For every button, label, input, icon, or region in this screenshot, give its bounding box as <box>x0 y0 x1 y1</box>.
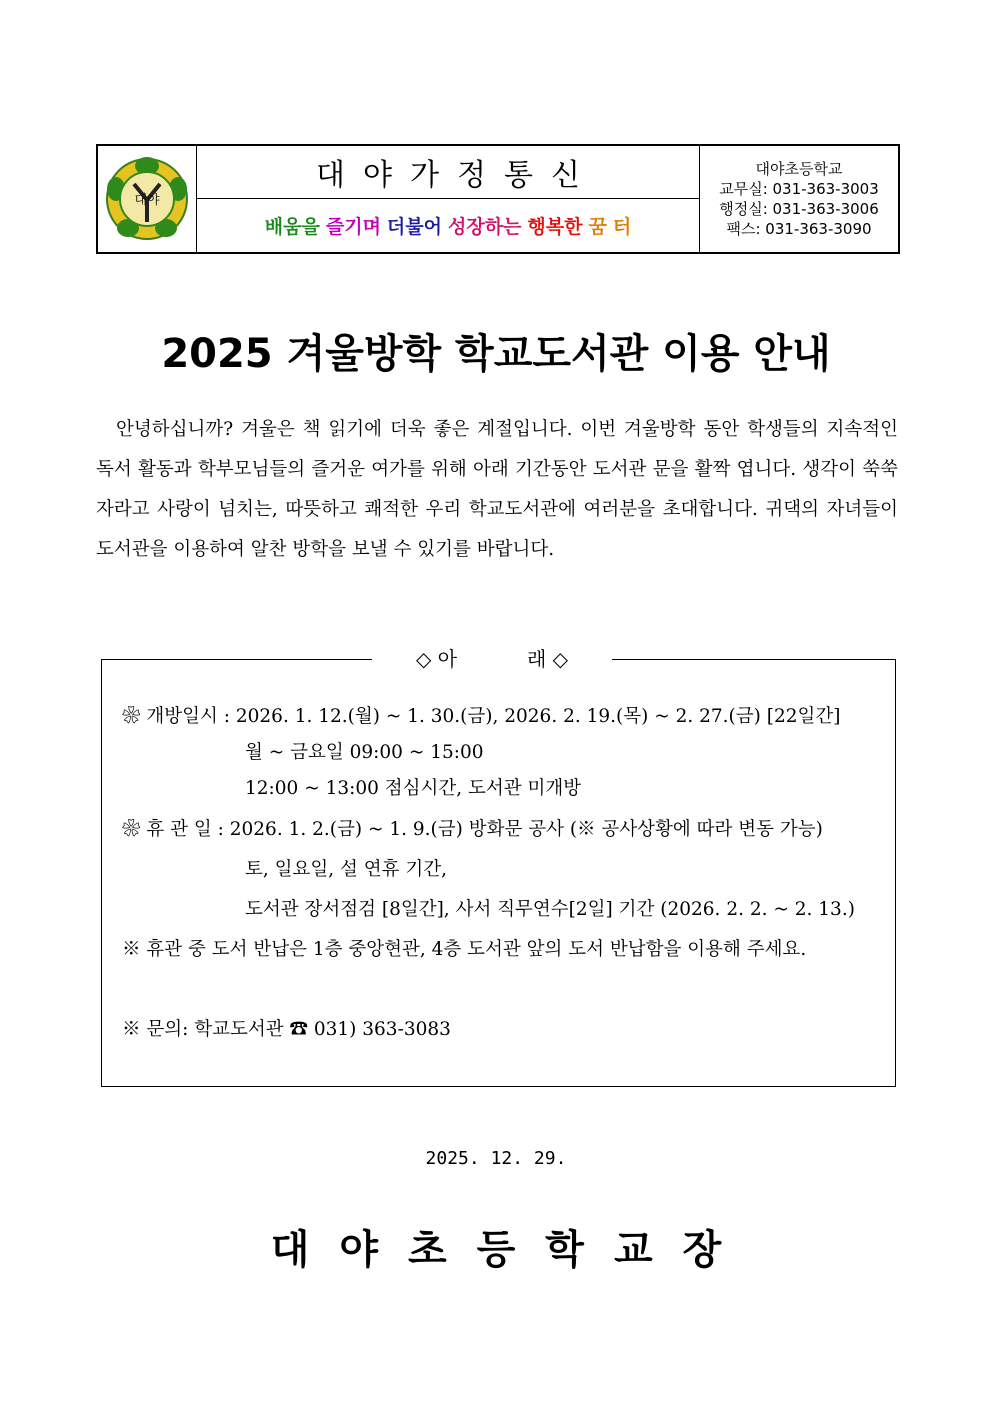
slogan-part: 행복한 <box>527 216 583 238</box>
newsletter-header <box>96 144 900 254</box>
inventory-check-line: 도서관 장서점검 [8일간], 사서 직무연수[2일] 기간 (2026. 2. 2. ~ 2. 13.) <box>245 899 855 920</box>
svg-text:대야: 대야 <box>134 193 160 208</box>
school-slogan <box>197 199 699 252</box>
notice-heading: ◇ 아 래 ◇ <box>372 646 612 672</box>
weekend-holiday-line: 토, 일요일, 설 연휴 기간, <box>245 859 448 880</box>
newsletter-title: 대야가정통신 <box>197 146 699 199</box>
contact-teachers-office: 교무실: 031-363-3003 <box>719 180 879 198</box>
slogan-part: 꿈 <box>588 216 607 238</box>
school-logo <box>98 146 197 252</box>
page-title: 2025 겨울방학 학교도서관 이용 안내 <box>161 331 831 377</box>
principal-signature: 대야초등학교장 <box>270 1227 752 1273</box>
slogan-part: 성장하는 <box>447 216 522 238</box>
slogan-part: 즐기며 <box>325 216 381 238</box>
intro-paragraph: 안녕하십니까? 겨울은 책 읽기에 더욱 좋은 계절입니다. 이번 겨울방학 동안 학생들의 지속적인 독서 활동과 학부모님들의 즐거운 여가를 위해 아래 기간동안 도서관 문을 활짝 엽니다. 생각이 쑥쑥 자라고 사랑이 넘치는, 따뜻하고 쾌적한 우리 학교도서관에 여러분을 초대합니다. 귀댁의 자녀들이 도서관을 이용하여 알찬 방학을 보낼 수 있기를 바랍니다. <box>96 419 898 560</box>
school-emblem-icon <box>104 156 190 242</box>
notice-box <box>101 647 896 1087</box>
slogan-part: 더불어 <box>386 216 442 238</box>
slogan-part: 배움을 <box>264 216 320 238</box>
slogan-part: 터 <box>612 216 632 238</box>
book-return-note: ※ 휴관 중 도서 반납은 1층 중앙현관, 4층 도서관 앞의 도서 반납함을 이용해 주세요. <box>122 939 807 960</box>
contact-fax: 팩스: 031-363-3090 <box>726 220 872 238</box>
open-period-line: ❀ 개방일시 : 2026. 1. 12.(월) ~ 1. 30.(금), 2026. 2. 19.(목) ~ 2. 27.(금) [22일간] <box>122 706 841 727</box>
inquiry-line: ※ 문의: 학교도서관 ☎ 031) 363-3083 <box>122 1019 451 1040</box>
contact-admin-office: 행정실: 031-363-3006 <box>719 200 879 218</box>
school-contact-info <box>700 146 898 252</box>
school-name: 대야초등학교 <box>755 160 843 178</box>
closed-days-line: ❀ 휴 관 일 : 2026. 1. 2.(금) ~ 1. 9.(금) 방화문 공사 (※ 공사상황에 따라 변동 가능) <box>122 819 823 840</box>
open-hours-line: 월 ~ 금요일 09:00 ~ 15:00 <box>245 742 484 763</box>
lunch-closure-line: 12:00 ~ 13:00 점심시간, 도서관 미개방 <box>245 778 582 799</box>
issue-date: 2025. 12. 29. <box>425 1148 567 1169</box>
